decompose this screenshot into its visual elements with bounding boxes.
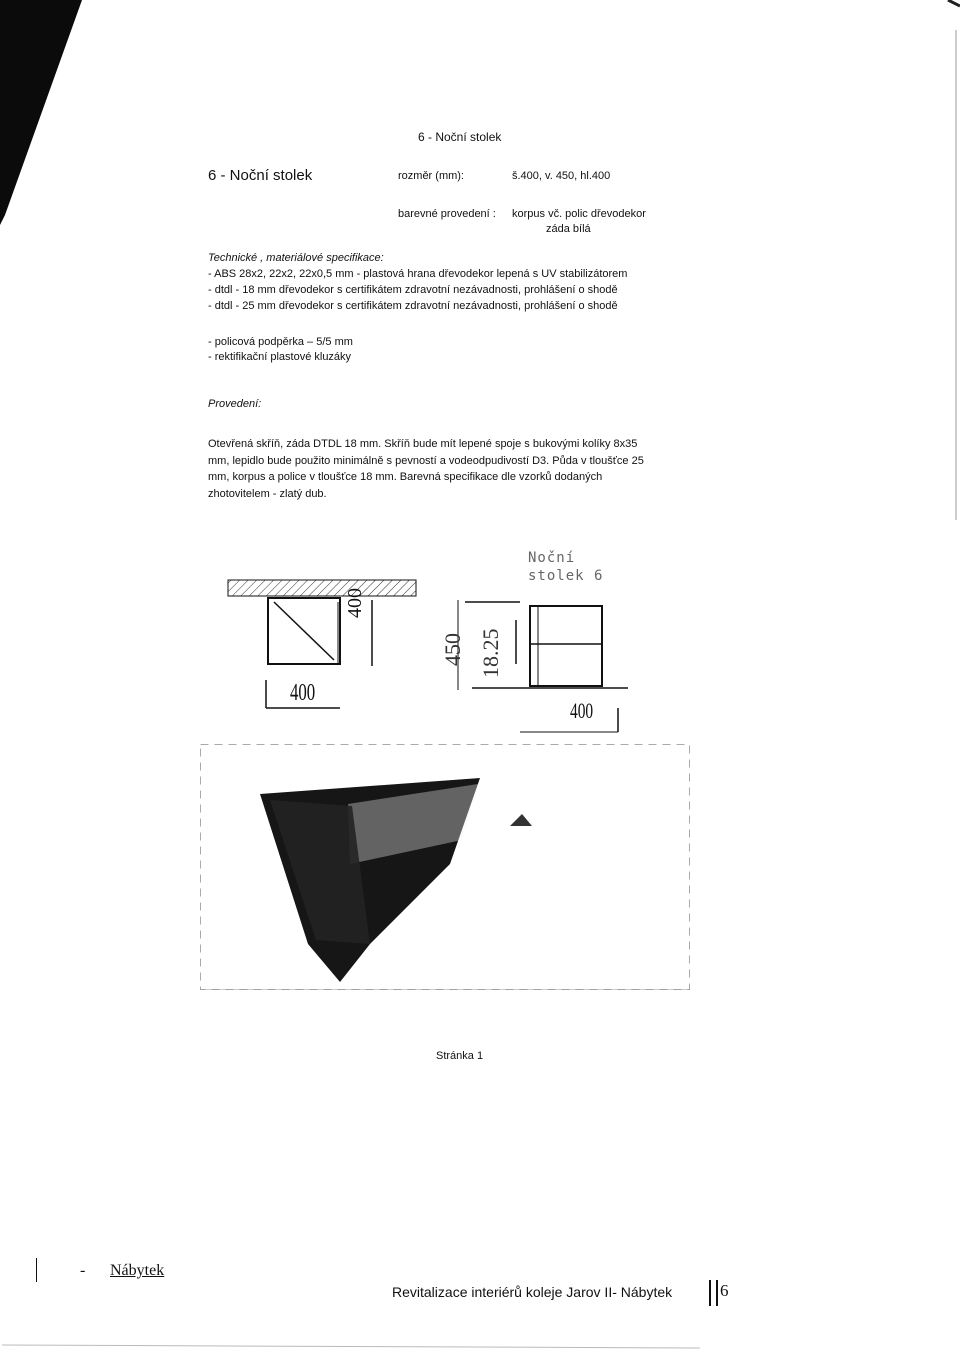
spec-extra-line-2: - rektifikační plastové kluzáky [208,351,352,363]
color-value-2: záda bílá [546,223,591,235]
footer-left-dash: - [80,1262,86,1279]
dim-side-height-2: 18.25 [478,628,503,678]
dim-front-width: 400 [290,680,316,706]
specs-heading: Technické , materiálové specifikace: [208,252,384,264]
dimensions-label: rozměr (mm): [398,170,464,182]
spec-line-1: - ABS 28x2, 22x2, 22x0,5 mm - plastová hrana dřevodekor lepená s UV stabilizátorem [208,268,628,280]
dim-side-height-1: 450 [440,633,465,666]
color-value-1: korpus vč. polic dřevodekor [512,208,646,220]
execution-heading: Provedení: [208,398,262,410]
execution-line-2: mm, lepidlo bude použito minimálně s pevností a vodeodpudivostí D3. Půda v tloušťce 25 [208,454,644,467]
footer-left-bar [36,1258,37,1282]
product-photo [200,744,690,990]
execution-line-3: mm, korpus a police v tloušťce 18 mm. Barevná specifikace dle vzorků dodaných [208,471,603,483]
drawing-label-line-1: Noční [528,550,576,566]
spec-line-3: - dtdl - 25 mm dřevodekor s certifikátem zdravotní nezávadnosti, prohlášení o shodě [208,300,618,312]
spec-line-2: - dtdl - 18 mm dřevodekor s certifikátem zdravotní nezávadnosti, prohlášení o shodě [208,284,618,296]
dimensions-value: š.400, v. 450, hl.400 [512,170,611,182]
footer-left-text: Nábytek [110,1262,165,1279]
color-label: barevné provedení : [398,208,496,220]
item-title: 6 - Noční stolek [208,167,313,184]
running-title: 6 - Noční stolek [418,130,502,144]
execution-paragraph [208,436,688,502]
footer-right-text: Revitalizace interiérů koleje Jarov II- Nábytek [392,1284,673,1300]
drawing-label-line-2: stolek 6 [528,568,604,584]
execution-line-4: zhotovitelem - zlatý dub. [208,487,327,500]
execution-line-1: Otevřená skříň, záda DTDL 18 mm. Skříň bude mít lepené spoje s bukovými kolíky 8x35 [208,438,638,450]
footer-separator-bar [709,1280,718,1306]
page-label: Stránka 1 [436,1050,484,1062]
dim-front-height: 400 [344,588,366,618]
dim-side-width: 400 [570,698,594,723]
footer-page-number: 6 [720,1281,729,1300]
spec-extra-line-1: - policová podpěrka – 5/5 mm [208,336,353,348]
